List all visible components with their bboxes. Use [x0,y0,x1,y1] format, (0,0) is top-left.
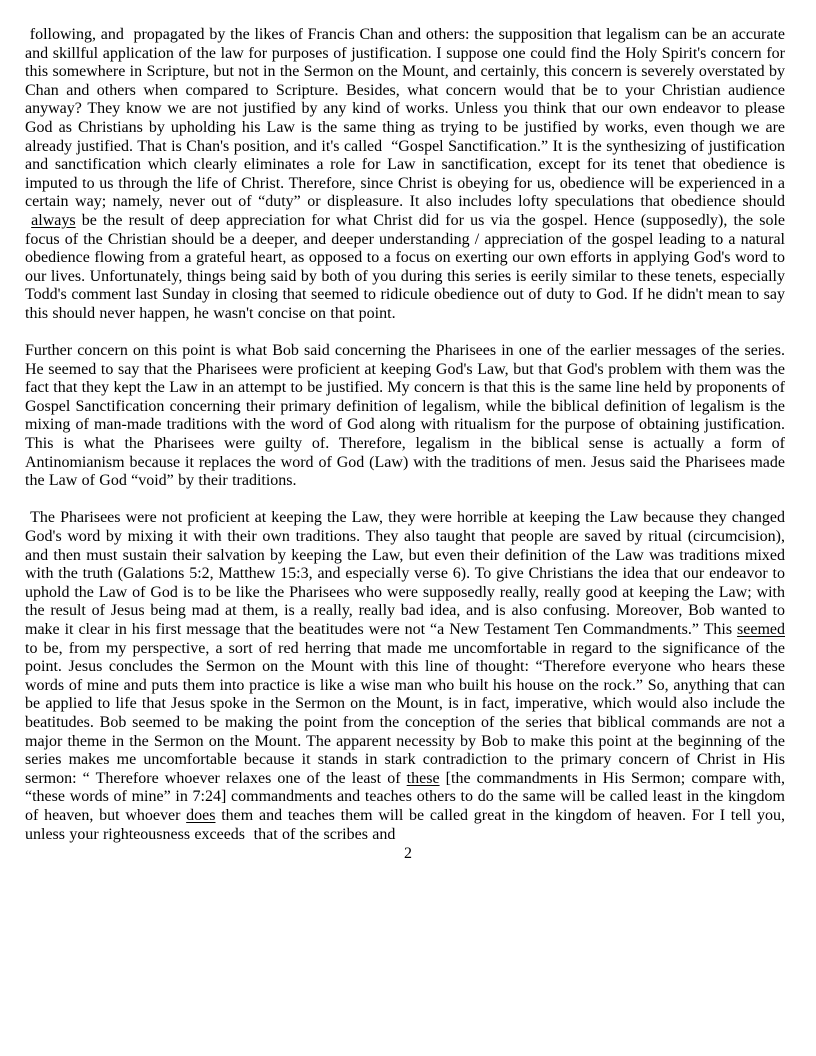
text-run: be the result of deep appreciation for what Christ did for us via the gospel. Hence (supposedly), the sole focus of the Christian should be a deeper, and deeper understanding / appreciation of the gospel leading to a natural obedience flowing from a grateful heart, as opposed to a focus on exerting our own efforts in applying God's word to our lives. Unfortunately, things being said by both of you during this series is eerily similar to these tenets, especially Todd's comment last Sunday in closing that seemed to ridicule obedience out of duty to God. If he didn't mean to say this should never happen, he wasn't concise on that point. [25,211,785,322]
text-run: them and teaches them will be called great in the kingdom of heaven. For I tell you, unless your righteousness exceeds that of the scribes and [25,806,785,843]
text-run: Further concern on this point is what Bob said concerning the Pharisees in one of the earlier messages of the series. He seemed to say that the Pharisees were proficient at keeping God's Law, but that God's problem with them was the fact that they kept the Law in an attempt to be justified. My concern is that this is the same line held by proponents of Gospel Sanctification concerning their primary definition of legalism, while the biblical definition of legalism is the mixing of man-made traditions with the word of God along with ritualism for the purpose of obtaining justification. This is what the Pharisees were guilty of. Therefore, legalism in the biblical sense is actually a form of Antinomianism because it replaces the word of God (Law) with the traditions of men. Jesus said the Pharisees made the Law of God “void” by their traditions. [25,342,785,490]
text-run: [the commandments in His Sermon; compare with, “these words of mine” in 7:24] commandments and teaches others to do the same will be called least in the kingdom of heaven, but whoever [25,769,786,824]
underlined-text: always [31,211,76,229]
underlined-text: seemed [737,621,785,638]
document-body [25,26,785,844]
page-footer [0,845,816,864]
underlined-text: these [406,769,440,787]
text-run: following, and propagated by the likes of Francis Chan and others: the supposition that legalism can be an accurate and skillful application of the law for purposes of justification. I suppose one could find the Holy Spirit's concern for this somewhere in Scripture, but not in the Sermon on the Mount, and certainly, this concern is severely overstated by Chan and others when compared to Scripture. Besides, what concern would that be to your Christian audience anyway? They know we are not justified by any kind of works. Unless you think that our own endeavor to please God as Christians by upholding his Law is the same thing as trying to be justified by works, even though we are already justified. That is Chan's position, and it's called “Gospel Sanctification.” It is the synthesizing of justification and sanctification which clearly eliminates a role for Law in sanctification, except for its tenet that obedience is imputed to us through the life of Christ. Therefore, since Christ is obeying for us, obedience will be experienced in a certain way; namely, never out of “duty” or displeasure. It also includes lofty speculations that obedience should [25,26,785,229]
text-run: to be, from my perspective, a sort of red herring that made me uncomfortable in regard to the significance of the point. Jesus concludes the Sermon on the Mount with this line of thought: “Therefore everyone who hears these words of mine and puts them into practice is like a wise man who built his house on the rock.” So, anything that can be applied to life that Jesus spoke in the Sermon on the Mount, is in fact, imperative, which would also include the beatitudes. Bob seemed to be making the point from the conception of the series that biblical commands are not a major theme in the Sermon on the Mount. The apparent necessity by Bob to make this point at the beginning of the series makes me uncomfortable because it stands in stark contradiction to the primary concern of Christ in His sermon: “ Therefore whoever relaxes one of the least of [25,639,785,787]
underlined-text: does [186,806,216,824]
paragraph [25,26,785,324]
paragraph [25,509,785,844]
text-run: The Pharisees were not proficient at keeping the Law, they were horrible at keeping the Law because they changed God's word by mixing it with their own traditions. They also taught that people are saved by ritual (circumcision), and then must sustain their salvation by keeping the Law, but even their definition of the Law was traditions mixed with the truth (Galations 5:2, Matthew 15:3, and especially verse 6). To give Christians the idea that our endeavor to uphold the Law of God is to be like the Pharisees who were supposedly really, really good at keeping the Law; with the result of Jesus being mad at them, is a really, really bad idea, and is also confusing. Moreover, Bob wanted to make it clear in his first message that the beatitudes were not “a New Testament Ten Commandments.” This [25,509,785,638]
page-number: 2 [404,845,412,862]
paragraph [25,342,785,491]
